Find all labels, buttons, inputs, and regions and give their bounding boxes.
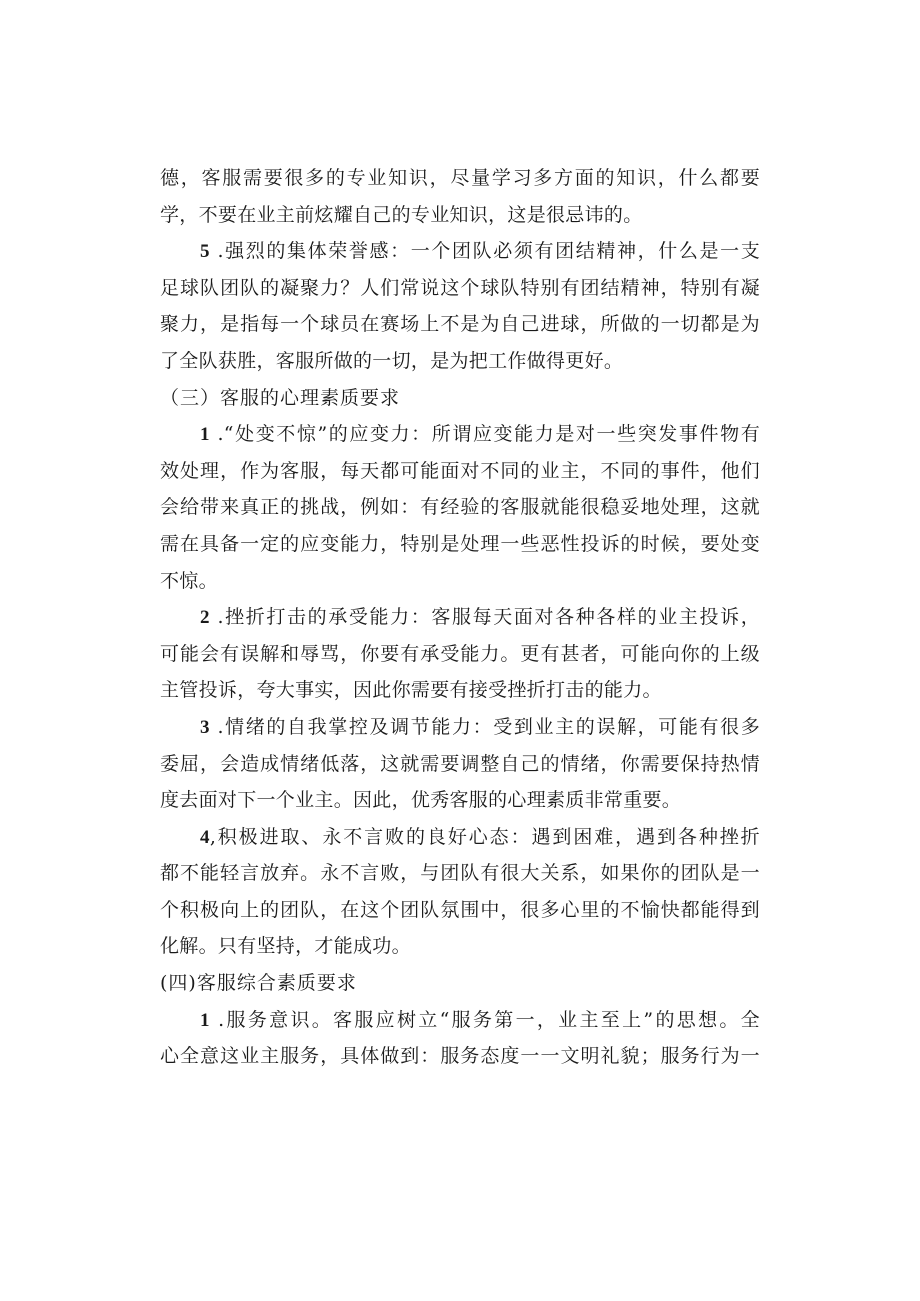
document-body xyxy=(160,160,760,1075)
paragraph-line xyxy=(160,709,760,746)
paragraph-line: 效处理，作为客服，每天都可能面对不同的业主，不同的事件，他们 xyxy=(160,459,760,482)
paragraph-line: 度去面对下一个业主。因此，优秀客服的心理素质非常重要。 xyxy=(160,789,682,812)
item-number: 2 xyxy=(200,607,210,629)
item-number: 3 xyxy=(200,716,210,738)
paragraph-line xyxy=(160,819,760,856)
paragraph-line: 会给带来真正的挑战，例如：有经验的客服就能很稳妥地处理，这就 xyxy=(160,496,760,519)
item-text: .强烈的集体荣誉感：一个团队必须有团结精神，什么是一支 xyxy=(209,240,760,263)
paragraph-line: 需在具备一定的应变能力，特别是处理一些恶性投诉的时候，要处变 xyxy=(160,532,760,555)
paragraph-line: 主管投诉，夸大事实，因此你需要有接受挫折打击的能力。 xyxy=(160,679,662,702)
item-text: ,积极进取、永不言败的良好心态：遇到困难，遇到各种挫折 xyxy=(209,825,760,848)
paragraph-line xyxy=(160,1002,760,1039)
section-heading: （三）客服的心理素质要求 xyxy=(160,386,401,409)
paragraph-line: 德，客服需要很多的专业知识，尽量学习多方面的知识，什么都要 xyxy=(160,167,760,189)
paragraph-line: 化解。只有坚持，才能成功。 xyxy=(160,935,411,958)
section-heading: (四)客服综合素质要求 xyxy=(160,972,357,995)
paragraph-line: 个积极向上的团队，在这个团队氛围中，很多心里的不愉快都能得到 xyxy=(160,898,760,921)
paragraph-line: 了全队获胜，客服所做的一切，是为把工作做得更好。 xyxy=(160,349,624,372)
item-text: .服务意识。客服应树立“服务第一，业主至上”的思想。全 xyxy=(209,1008,760,1031)
item-text: .“处变不惊”的应变力：所谓应变能力是对一些突发事件物有 xyxy=(209,423,760,446)
paragraph-line xyxy=(160,233,760,270)
paragraph-line: 可能会有误解和辱骂，你要有承受能力。更有甚者，可能向你的上级 xyxy=(160,642,760,665)
item-number: 4 xyxy=(200,826,210,848)
paragraph-line: 不惊。 xyxy=(160,569,218,592)
paragraph-line xyxy=(160,599,760,636)
paragraph-line: 心全意这业主服务，具体做到：服务态度一一文明礼貌；服务行为一 xyxy=(160,1045,760,1068)
item-text: .挫折打击的承受能力：客服每天面对各种各样的业主投诉， xyxy=(209,606,760,629)
paragraph-line: 都不能轻言放弃。永不言败，与团队有很大关系，如果你的团队是一 xyxy=(160,862,760,885)
paragraph-line: 聚力，是指每一个球员在赛场上不是为自己进球，所做的一切都是为 xyxy=(160,313,760,336)
item-number: 1 xyxy=(200,1009,210,1031)
paragraph-line: 足球队团队的凝聚力？人们常说这个球队特别有团结精神，特别有凝 xyxy=(160,276,760,299)
item-text: .情绪的自我掌控及调节能力：受到业主的误解，可能有很多 xyxy=(209,715,760,738)
item-number: 5 xyxy=(200,241,210,263)
paragraph-line: 委屈，会造成情绪低落，这就需要调整自己的情绪，你需要保持热情 xyxy=(160,752,760,775)
paragraph-line: 学，不要在业主前炫耀自己的专业知识，这是很忌讳的。 xyxy=(160,203,643,226)
paragraph-line xyxy=(160,416,760,453)
item-number: 1 xyxy=(200,424,210,446)
